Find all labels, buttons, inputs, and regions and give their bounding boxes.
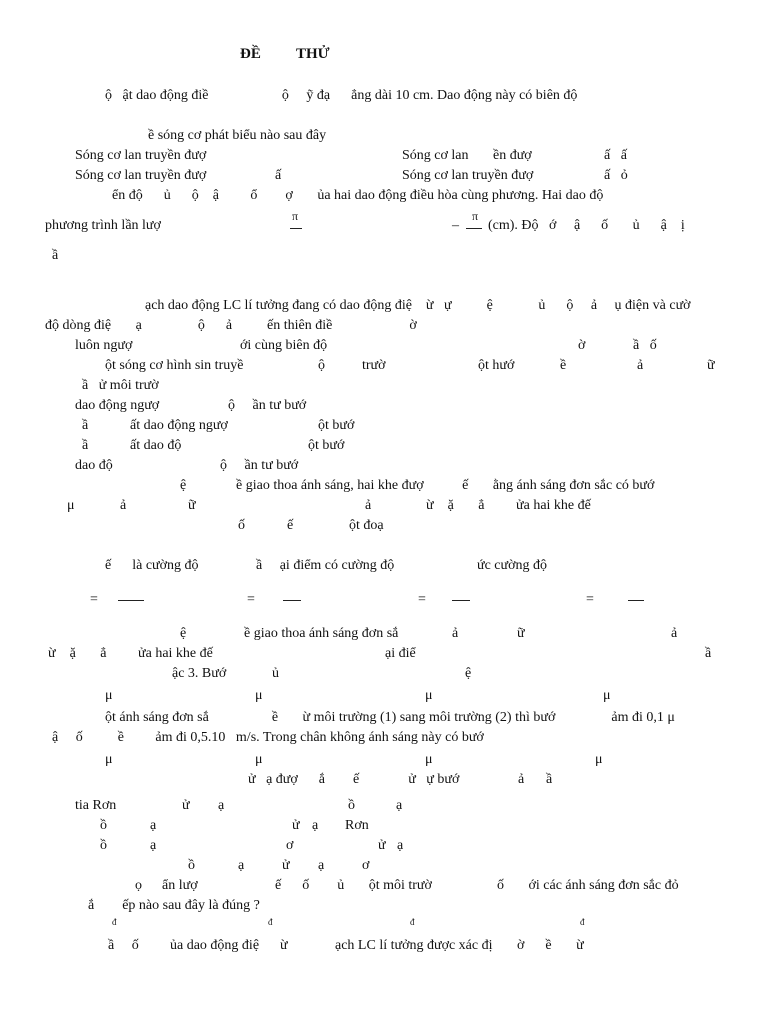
fraction-pi-1: π (292, 209, 299, 223)
text-line: ồ (188, 858, 195, 873)
tiny-mark-1: đ (112, 917, 117, 927)
text-line: μ (425, 688, 433, 703)
text-line: ầ (82, 418, 89, 433)
text-line: ừ ặ ẳ ửa hai khe đế (426, 498, 591, 513)
text-line: ột hướ (478, 358, 515, 373)
fraction-pi-2: π (472, 209, 479, 223)
text-line: ột đoạ (349, 518, 384, 533)
text-line: μ (67, 498, 75, 513)
text-line: μ (255, 752, 263, 767)
text-line: Rơn (345, 818, 369, 833)
text-line: Sóng cơ lan truyền đượ (75, 148, 207, 163)
text-line: ế (287, 518, 294, 533)
text-line: ề sóng cơ phát biểu nào sau đây (148, 128, 327, 143)
text-line: ầ ử môi trườ (82, 378, 159, 393)
text-line: ả (365, 498, 372, 513)
text-line: ất dao độ (130, 438, 182, 453)
text-line: ển độ ủ ộ ậ ổ ợ ủa hai dao động điều hòa cùng phương. Hai dao độ (112, 188, 604, 203)
text-line: ừ ặ ẳ ửa hai khe đế (48, 646, 213, 661)
text-line: ấ ấ (604, 148, 627, 163)
text-line: ồ (348, 798, 355, 813)
text-line: ế là cường độ (105, 558, 199, 573)
tiny-mark-4: đ (580, 917, 585, 927)
text-line: ức cường độ (477, 558, 548, 573)
text-line: ấ (275, 168, 282, 183)
text-line: ẩn lượ (162, 878, 198, 893)
text-line: ại điể (385, 646, 416, 661)
text-line: ạ (150, 818, 157, 833)
text-line: μ (595, 752, 603, 767)
text-line: ệ (180, 478, 187, 493)
text-line: ờ (578, 338, 586, 353)
text-line: ậ ố ề ảm đi 0,5.10 m/s. Trong chân không ánh sáng này có bướ (52, 730, 484, 745)
text-line: ả (637, 358, 644, 373)
text-line: Sóng cơ lan ền đượ (402, 148, 532, 163)
fraction-bar-2 (466, 228, 482, 229)
text-line: ủ (272, 666, 279, 681)
text-line: ột bướ (318, 418, 355, 433)
text-line: μ (425, 752, 433, 767)
text-line: ữ (188, 498, 196, 513)
text-line: ả (671, 626, 678, 641)
minus-sign: – (452, 218, 459, 233)
title-thu: THỬ (296, 46, 330, 62)
text-line: ới cùng biên độ (240, 338, 328, 353)
text-line: ầ (82, 438, 89, 453)
text-line: ử ạ đượ ắ ế ử ự bướ (248, 772, 460, 787)
text-line: ạ (238, 858, 245, 873)
text-line: ệ (465, 666, 472, 681)
eq-c-bar (452, 600, 470, 601)
text-line: ả (518, 772, 525, 787)
text-line: ộ ật dao động điề ộ ỹ đạ ẳng dài 10 cm. Dao động này có biên độ (105, 88, 578, 103)
text-line: ạ (150, 838, 157, 853)
text-line: ử (292, 818, 300, 833)
text-line: ầ ố (633, 338, 657, 353)
text-line: ơ (362, 858, 370, 873)
text-line: luôn ngượ (75, 338, 133, 353)
text-line: ất dao động ngượ (130, 418, 228, 433)
eq-d-sign: = (586, 592, 594, 607)
text-line: ộ ần tư bướ (220, 458, 299, 473)
text-line: trườ (362, 358, 386, 373)
text-line: μ (105, 688, 113, 703)
text-line: ạ (397, 838, 404, 853)
text-line: tia Rơn (75, 798, 117, 813)
text-line: ậc 3. Bướ (172, 666, 227, 681)
text-line: ữ (707, 358, 715, 373)
text-line: ấ ỏ (604, 168, 628, 183)
fraction-bar-1 (290, 228, 302, 229)
text-line: ệ (180, 626, 187, 641)
text-line: μ (603, 688, 611, 703)
tiny-mark-2: đ (268, 917, 273, 927)
text-line: ả (120, 498, 127, 513)
text-line: ột bướ (308, 438, 345, 453)
text-line: ắ ếp nào sau đây là đúng ? (88, 898, 260, 913)
text-line: ử (182, 798, 190, 813)
text-line: ề (560, 358, 567, 373)
text-line: ộ ần tư bướ (228, 398, 307, 413)
eq-b-sign: = (247, 592, 255, 607)
text-line: độ dòng điệ ạ ộ ả ến thiên điề ờ (45, 318, 417, 333)
text-line: ả (452, 626, 459, 641)
text-line: ủa dao động điệ ừ (170, 938, 288, 953)
text-line: dao động ngượ (75, 398, 160, 413)
text-line: ơ (286, 838, 294, 853)
text-line: ầ ại điểm có cường độ (256, 558, 395, 573)
text-line: ồ (100, 838, 107, 853)
text-line: ữ (517, 626, 525, 641)
text-line: ạ (312, 818, 319, 833)
text-line: ử (378, 838, 386, 853)
text-line: ầ (705, 646, 712, 661)
text-line: Sóng cơ lan truyền đượ (402, 168, 534, 183)
text-line: ạch dao động LC lí tưởng đang có dao động điệ ừ ự ệ ủ ộ ả ụ điện và cườ (145, 298, 691, 313)
eq-d-bar (628, 600, 644, 601)
text-line: μ (255, 688, 263, 703)
text-line: Sóng cơ lan truyền đượ (75, 168, 207, 183)
text-line: (cm). Độ ớ ậ ố ủ ậ ị (488, 218, 685, 233)
title-de: ĐỀ (240, 46, 261, 62)
text-line: ầ ố (108, 938, 139, 953)
text-line: ề giao thoa ánh sáng đơn sắ (244, 626, 399, 641)
text-line: ồ (100, 818, 107, 833)
text-line: dao độ (75, 458, 113, 473)
text-line: ề giao thoa ánh sáng, hai khe đượ ế ằng ánh sáng đơn sắc có bướ (236, 478, 655, 493)
text-line: ử (282, 858, 290, 873)
text-line: ộ (318, 358, 325, 373)
text-line: ạ (396, 798, 403, 813)
text-line: ột sóng cơ hình sin truyề (105, 358, 244, 373)
text-line: ạ (218, 798, 225, 813)
text-line: ố (238, 518, 245, 533)
text-line: ạ (318, 858, 325, 873)
eq-c-sign: = (418, 592, 426, 607)
eq-b-bar (283, 600, 301, 601)
tiny-mark-3: đ (410, 917, 415, 927)
text-line: μ (105, 752, 113, 767)
eq-a-sign: = (90, 592, 98, 607)
eq-a-bar (118, 600, 144, 601)
text-line: ọ (135, 878, 142, 893)
text-line: ột ánh sáng đơn sắ ề ừ môi trường (1) sang môi trường (2) thì bướ ảm đi 0,1 μ (105, 710, 675, 725)
text-line: ầ (546, 772, 553, 787)
text-line: phương trình lần lượ (45, 218, 161, 233)
text-line: ầ (52, 248, 59, 263)
text-line: ế ố ủ ột môi trườ (275, 878, 432, 893)
text-line: ạch LC lí tưởng được xác đị ờ ề ừ (335, 938, 584, 953)
text-line: ố ới các ánh sáng đơn sắc đỏ (497, 878, 679, 893)
